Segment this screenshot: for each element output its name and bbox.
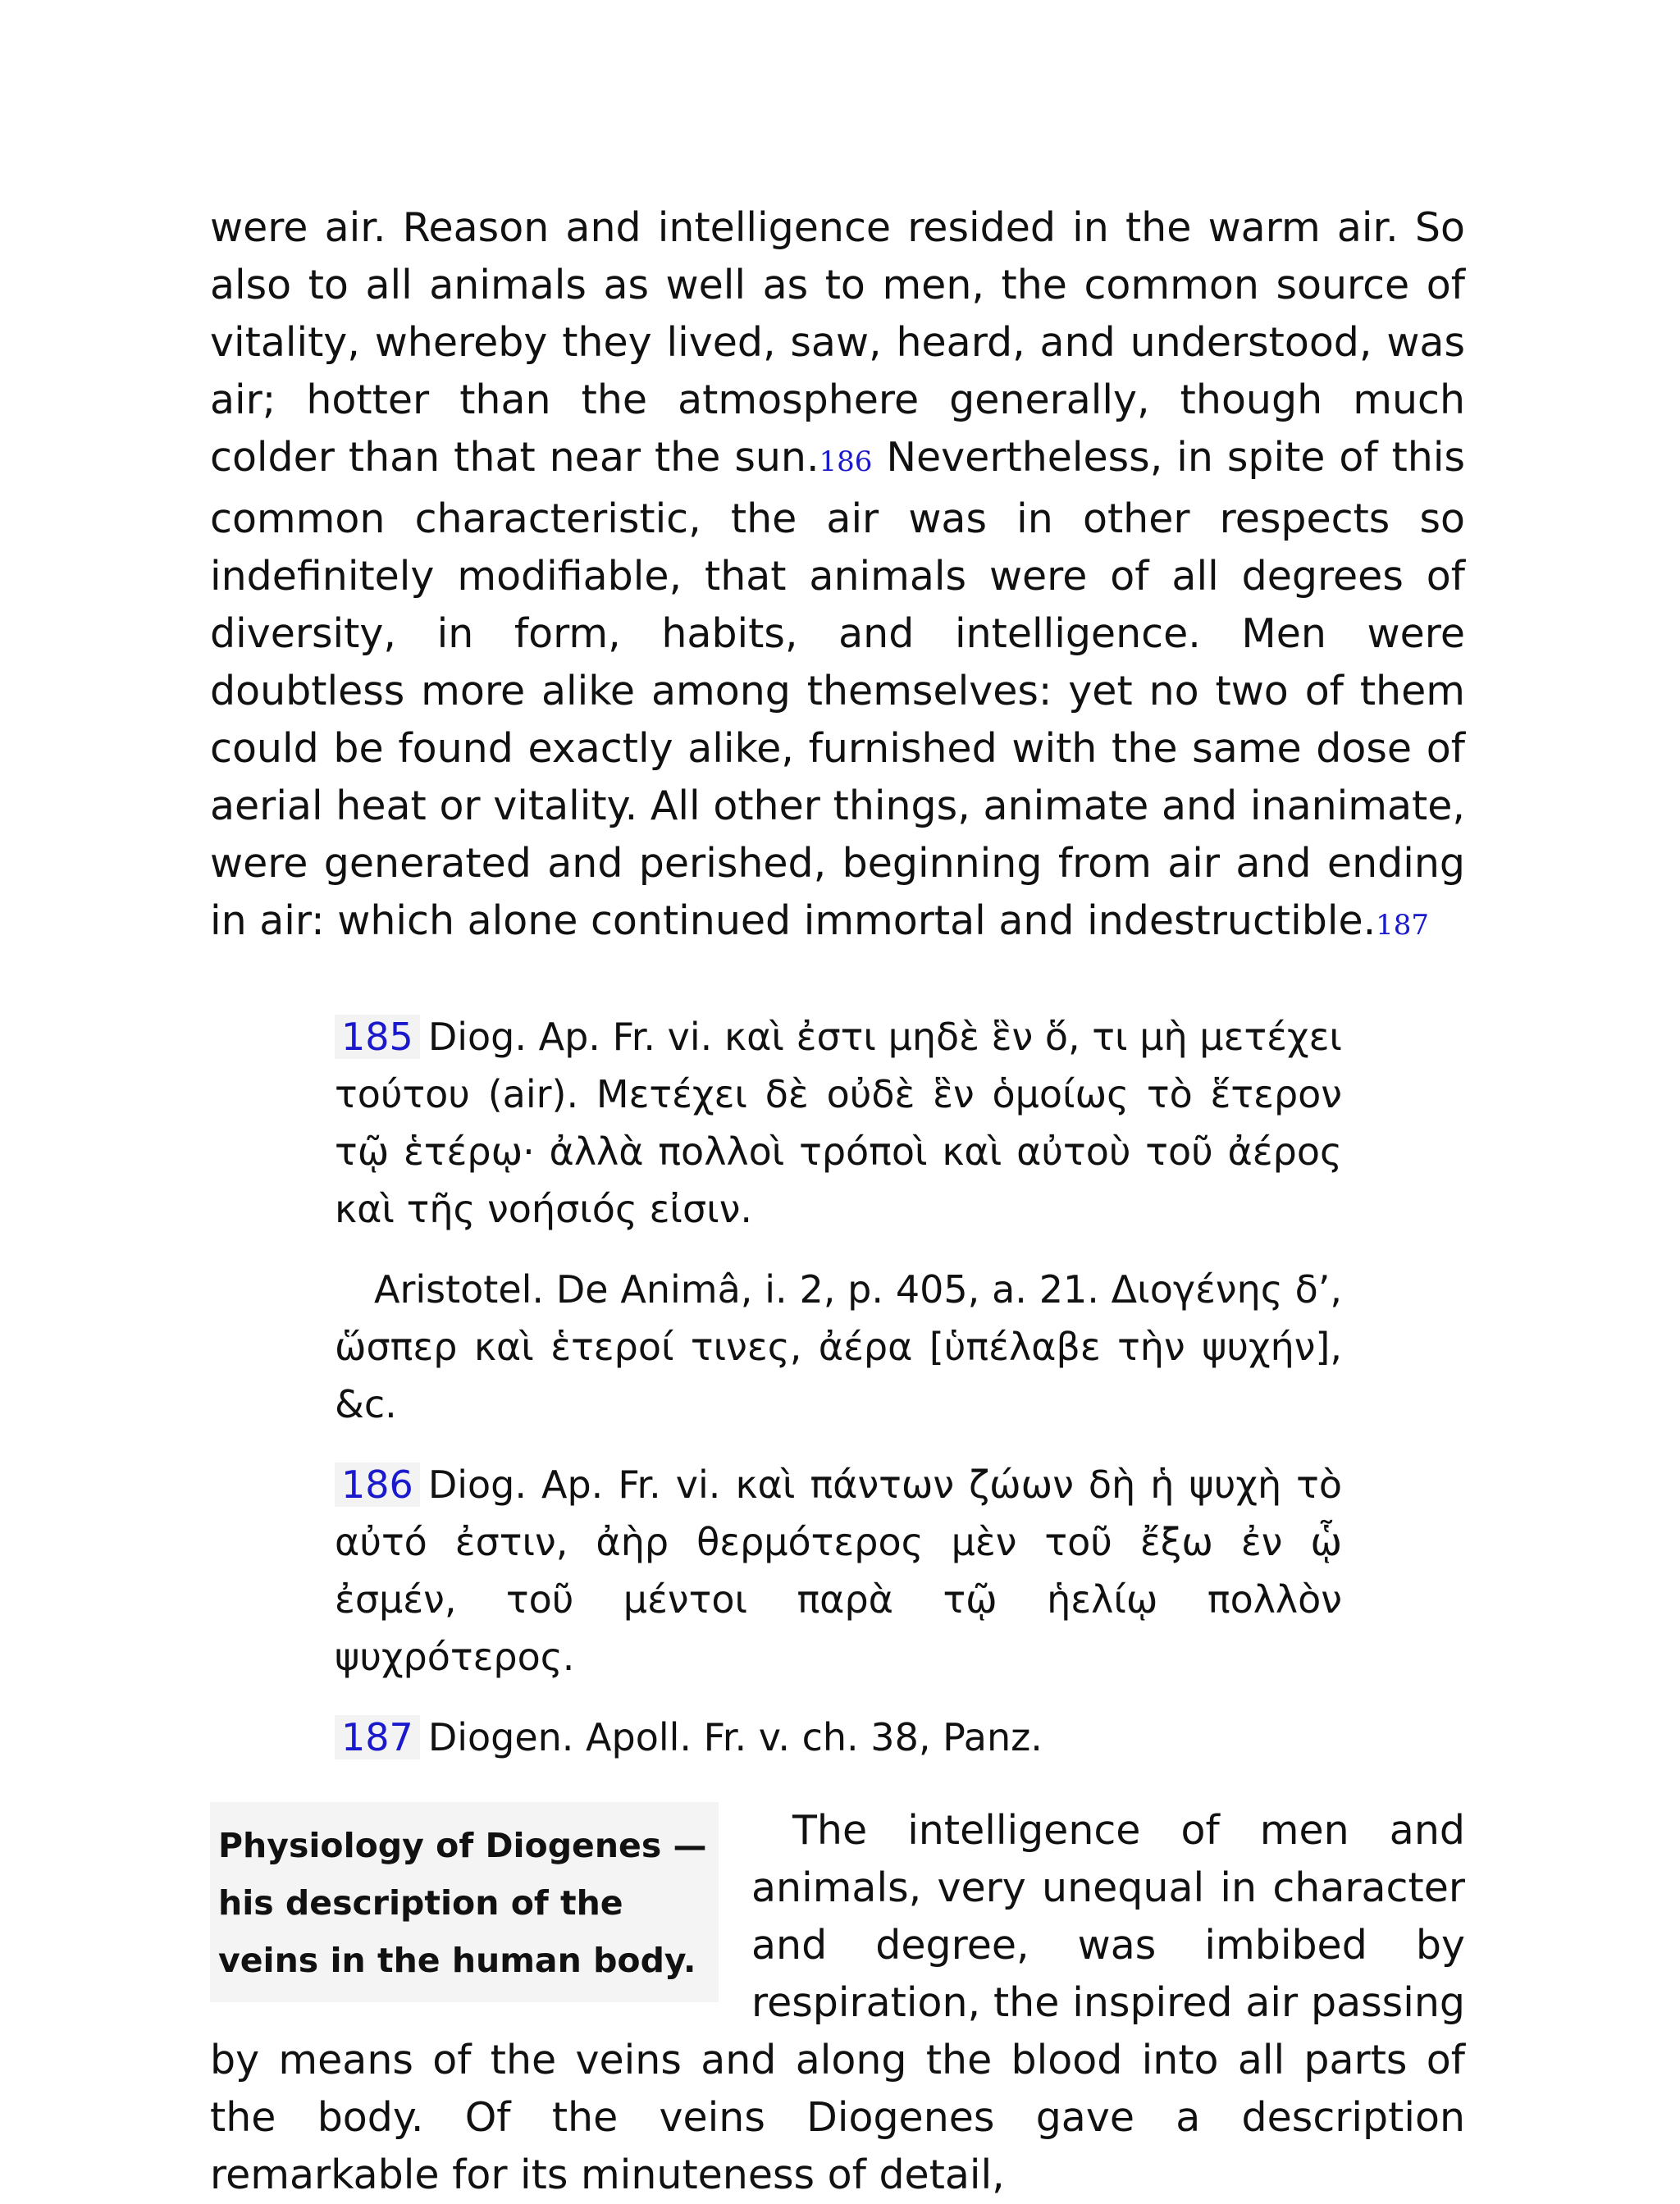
body-paragraph bbox=[210, 199, 1465, 954]
footnotes bbox=[335, 1008, 1342, 1766]
body-paragraph-2: The intelligence of men and animals, very unequal in character and degree, was imbibed by respiration, the inspired air passing by means of the veins and along the blood into all parts of the body. Of the veins Diogenes gave a description remarkable for its minuteness of detail, bbox=[210, 1807, 1465, 2198]
footnote-text: Diogen. Apoll. Fr. v. ch. 38, Panz. bbox=[427, 1715, 1043, 1759]
paragraph-text-continued: Nevertheless, in spite of this common characteristic, the air was in other respects so indefinitely modifiable, that animals were of all degrees of diversity, in form, habits, and intelligence. Men were doubtless more alike among themselves: yet no two of them could be found exactly alike, furnished with the same dose of aerial heat or vitality. All other things, animate and inanimate, were generated and perished, beginning from air and ending in air: which alone continued immortal and indestructible. bbox=[210, 434, 1465, 944]
page-content bbox=[210, 199, 1465, 2204]
footnote-186 bbox=[335, 1456, 1342, 1686]
footnote-185 bbox=[335, 1008, 1342, 1238]
footnote-185-continued: Aristotel. De Animâ, i. 2, p. 405, a. 21. Διογένης δ’, ὥσπερ καὶ ἑτεροί τινες, ἀέρα [ὑπέλαβε τὴν ψυχήν], &c. bbox=[335, 1267, 1342, 1426]
footnote-text: Diog. Ap. Fr. vi. καὶ πάντων ζώων δὴ ἡ ψυχὴ τὸ αὐτό ἐστιν, ἀὴρ θερμότερος μὲν τοῦ ἔξω ἐν ᾧ ἐσμέν, τοῦ μέντοι παρὰ τῷ ἡελίῳ πολλὸν ψυχρότερος. bbox=[335, 1462, 1342, 1679]
footnote-ref-187[interactable]: 187 bbox=[1376, 909, 1430, 942]
footnote-number-187[interactable]: 187 bbox=[335, 1715, 420, 1759]
section-physiology bbox=[210, 1802, 1465, 2204]
paragraph-text: were air. Reason and intelligence resided in the warm air. So also to all animals as well as to men, the common source of vitality, whereby they lived, saw, heard, and understood, was air; hotter than the atmosphere generally, though much colder than that near the sun. bbox=[210, 204, 1465, 481]
footnote-text: Diog. Ap. Fr. vi. καὶ ἐστι μηδὲ ἓν ὅ, τι μὴ μετέχει τούτου (air). Μετέχει δὲ οὐδὲ ἓν ὁμοίως τὸ ἕτερον τῷ ἑτέρῳ· ἀλλὰ πολλοὶ τρόποὶ καὶ αὐτοὺ τοῦ ἀέρος καὶ τῆς νοήσιός εἰσιν. bbox=[335, 1015, 1342, 1231]
sidenote: Physiology of Diogenes — his description of the veins in the human body. bbox=[210, 1802, 719, 2002]
footnote-number-186[interactable]: 186 bbox=[335, 1462, 420, 1507]
footnote-ref-186[interactable]: 186 bbox=[819, 445, 873, 478]
footnote-number-185[interactable]: 185 bbox=[335, 1015, 420, 1059]
footnote-187 bbox=[335, 1709, 1342, 1766]
